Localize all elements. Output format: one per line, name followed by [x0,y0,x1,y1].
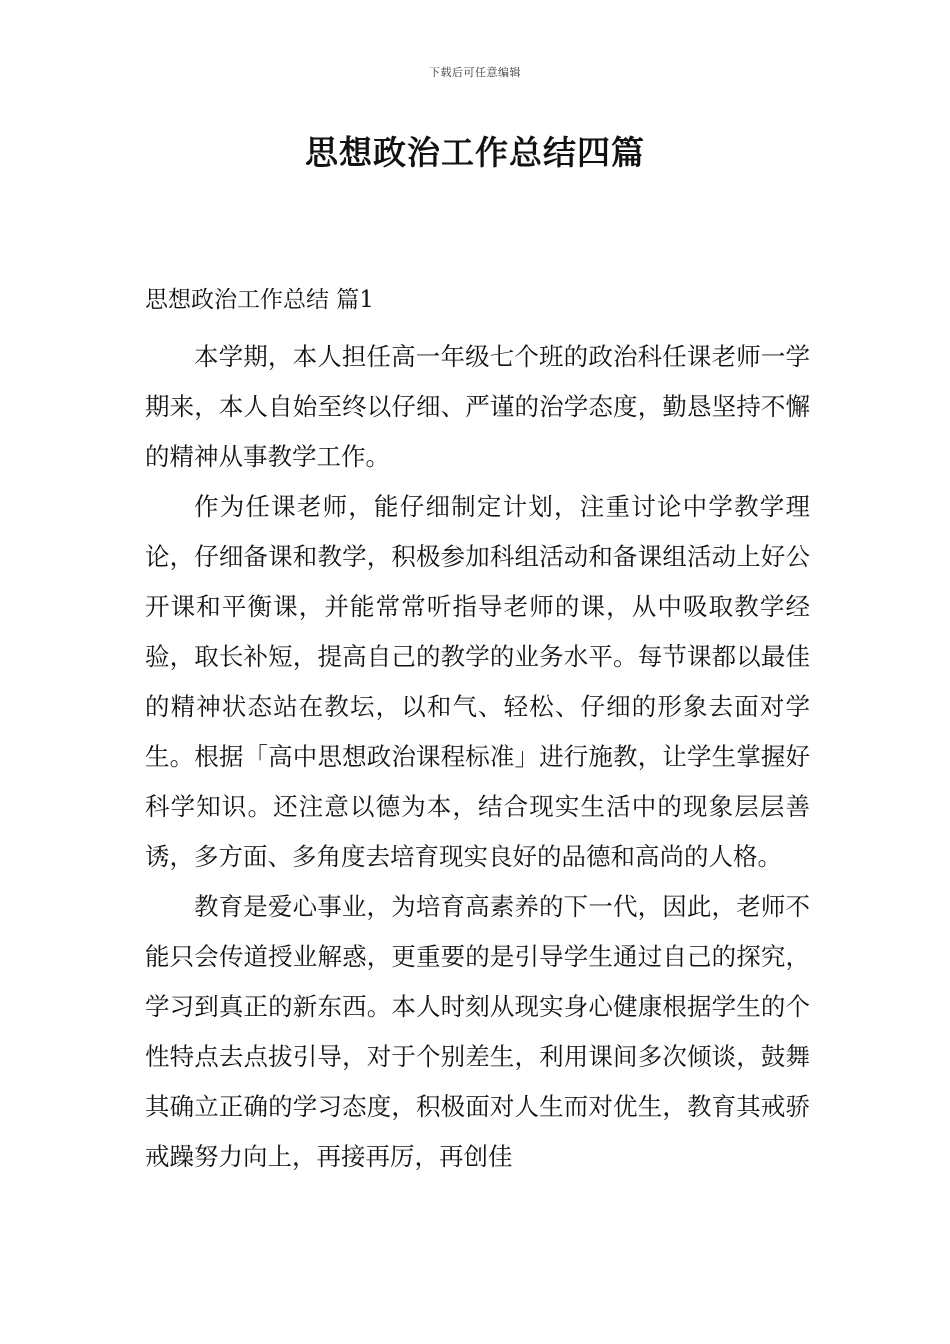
document-title: 思想政治工作总结四篇 [305,133,645,172]
paragraph-1: 本学期，本人担任高一年级七个班的政治科任课老师一学期来，本人自始至终以仔细、严谨的治学态度，勤恳坚持不懈的精神从事教学工作。 [145,342,810,471]
section-heading: 思想政治工作总结 篇1 [145,287,374,313]
page-header-note: 下载后可任意编辑 [429,66,521,79]
paragraph-2: 作为任课老师，能仔细制定计划，注重讨论中学教学理论，仔细备课和教学，积极参加科组活动和备课组活动上好公开课和平衡课，并能常常听指导老师的课，从中吸取教学经验，取长补短，提高自己的教学的业务水平。每节课都以最佳的精神状态站在教坛，以和气、轻松、仔细的形象去面对学生。根据「高中思想政治课程标准」进行施教，让学生掌握好科学知识。还注意以德为本，结合现实生活中的现象层层善诱，多方面、多角度去培育现实良好的品德和高尚的人格。 [145,492,810,871]
paragraph-3: 教育是爱心事业，为培育高素养的下一代，因此，老师不能只会传道授业解惑，更重要的是引导学生通过自己的探究，学习到真正的新东西。本人时刻从现实身心健康根据学生的个性特点去点拔引导，对于个别差生，利用课间多次倾谈，鼓舞其确立正确的学习态度，积极面对人生而对优生，教育其戒骄戒躁努力向上，再接再厉，再创佳 [145,892,810,1171]
document-body [145,282,810,1182]
